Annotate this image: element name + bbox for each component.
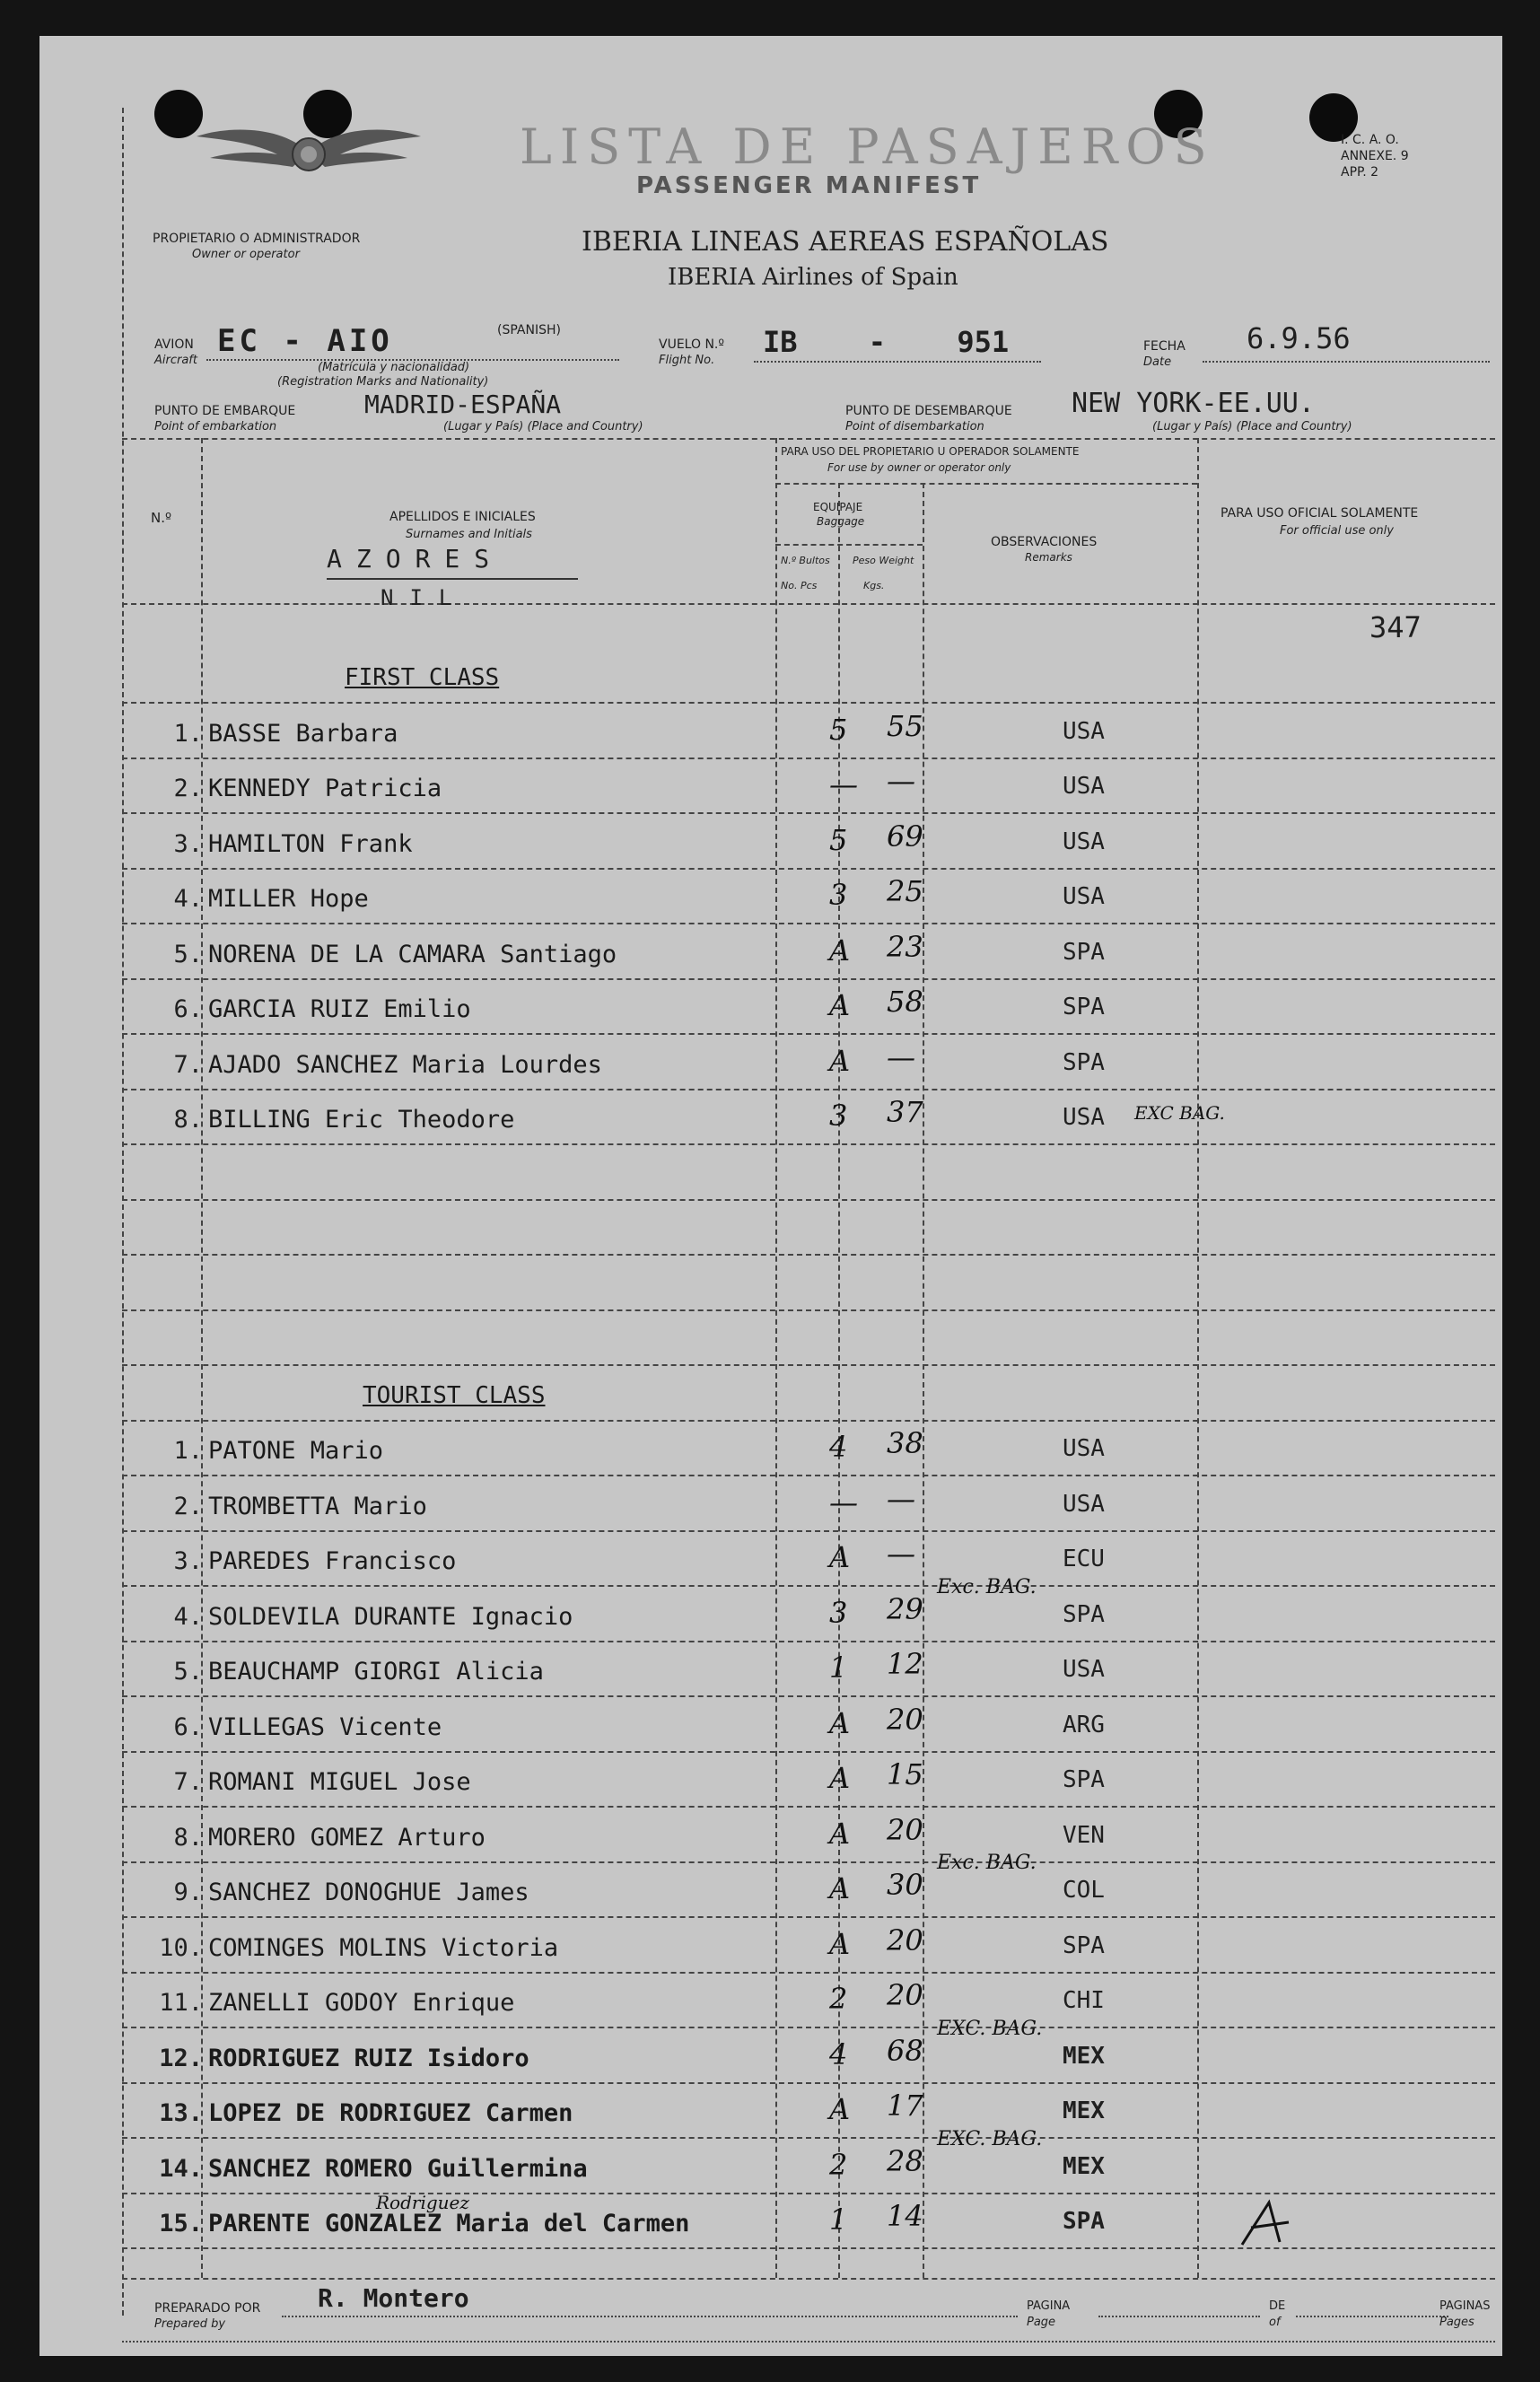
- pages-label: PAGINAS: [1439, 2299, 1491, 2313]
- baggage-pieces: A: [829, 1043, 851, 1078]
- nationality: SPA: [1063, 938, 1105, 966]
- passenger-name: RODRIGUEZ RUIZ Isidoro: [208, 2044, 529, 2072]
- remark-note: EXC. BAG.: [937, 2017, 1043, 2040]
- icao-line-1: I. C. A. O.: [1341, 133, 1399, 147]
- nationality: MEX: [1063, 2152, 1105, 2180]
- passenger-name: COMINGES MOLINS Victoria: [208, 1933, 559, 1962]
- page-label: PAGINA: [1027, 2299, 1071, 2313]
- col-num-header: N.º: [151, 510, 172, 526]
- nationality: ECU: [1063, 1546, 1105, 1572]
- col-pcs-header-en: No. Pcs: [781, 580, 818, 591]
- nationality: VEN: [1063, 1821, 1105, 1849]
- aircraft-label-en: Aircraft: [154, 354, 197, 367]
- row-number: 3.: [173, 829, 203, 858]
- passenger-name: MORERO GOMEZ Arturo: [208, 1823, 486, 1852]
- nationality: SPA: [1063, 994, 1105, 1020]
- row-line: [122, 758, 1495, 759]
- baggage-pieces: 4: [829, 2036, 848, 2071]
- baggage-weight: 69: [887, 819, 923, 854]
- baggage-pieces: A: [829, 1540, 851, 1574]
- col-kg-header-en: Kgs.: [863, 580, 885, 591]
- official-number: 347: [1369, 610, 1422, 644]
- of-label: DE: [1269, 2299, 1286, 2313]
- baggage-weight: 30: [887, 1868, 923, 1902]
- row-number: 9.: [173, 1878, 203, 1906]
- baggage-weight: 55: [887, 708, 923, 743]
- row-number: 8.: [173, 1106, 203, 1134]
- baggage-pieces: A: [829, 1926, 851, 1961]
- remark-note: Exc. BAG.: [937, 1852, 1037, 1874]
- passenger-name: LOPEZ DE RODRIGUEZ Carmen: [208, 2099, 573, 2127]
- date-label: FECHA: [1143, 339, 1186, 354]
- handwritten-correction: Rodriguez: [376, 2192, 469, 2213]
- passenger-name: TROMBETTA Mario: [208, 1492, 427, 1520]
- page-subtitle: PASSENGER MANIFEST: [636, 172, 982, 199]
- row-line: [122, 2137, 1495, 2139]
- registration-label: (Matrícula y nacionalidad): [318, 361, 470, 374]
- row-line: [122, 1751, 1495, 1753]
- row-line: [122, 923, 1495, 924]
- prepared-by-label-en: Prepared by: [154, 2317, 226, 2331]
- date-value: 6.9.56: [1247, 321, 1351, 355]
- nationality: CHI: [1063, 1987, 1105, 2014]
- col-official-header: PARA USO OFICIAL SOLAMENTE: [1221, 506, 1419, 521]
- manifest-sheet: [39, 36, 1502, 2356]
- passenger-name: BEAUCHAMP GIORGI Alicia: [208, 1658, 544, 1686]
- baggage-weight: 17: [887, 2089, 923, 2123]
- row-line: [122, 1585, 1495, 1587]
- tourist-class-label: TOURIST CLASS: [363, 1381, 546, 1409]
- row-line: [122, 1475, 1495, 1476]
- route-note-underline: [327, 578, 578, 580]
- baggage-weight: 20: [887, 1922, 923, 1957]
- baggage-pieces: A: [829, 988, 851, 1022]
- row-number: 1.: [173, 719, 203, 748]
- row-line: [122, 1695, 1495, 1697]
- col-owner-use-header: PARA USO DEL PROPIETARIO U OPERADOR SOLAMENTE: [781, 445, 1080, 458]
- baggage-weight: 28: [887, 2143, 923, 2178]
- row-number: 8.: [173, 1823, 203, 1852]
- icao-line-2: ANNEXE. 9: [1341, 149, 1409, 163]
- prepared-by-label: PREPARADO POR: [154, 2301, 261, 2316]
- baggage-weight: 20: [887, 1812, 923, 1847]
- nationality: SPA: [1063, 1600, 1105, 1628]
- col-pcs-header: N.º Bultos: [781, 555, 830, 566]
- of-underline: [1296, 2316, 1448, 2317]
- baggage-pieces: A: [829, 1761, 851, 1795]
- disembarkation-label-en: Point of disembarkation: [845, 420, 984, 433]
- icao-line-3: APP. 2: [1341, 165, 1379, 180]
- row-line: [122, 1420, 1495, 1422]
- empty-row-line: [122, 1254, 1495, 1256]
- baggage-pieces: —: [829, 1484, 858, 1519]
- baggage-pieces: A: [829, 1816, 851, 1851]
- row-number: 5.: [173, 1658, 203, 1686]
- date-label-en: Date: [1143, 355, 1172, 369]
- airline-wings-logo: [192, 117, 425, 188]
- baggage-pieces: A: [829, 1871, 851, 1905]
- row-line: [122, 2027, 1495, 2028]
- baggage-weight: 20: [887, 1978, 923, 2012]
- baggage-weight: —: [887, 1537, 915, 1571]
- baggage-pieces: A: [829, 1705, 851, 1740]
- nationality: USA: [1063, 1490, 1105, 1518]
- row-line: [122, 1806, 1495, 1808]
- nationality: MEX: [1063, 2042, 1105, 2070]
- embarkation-label-en: Point of embarkation: [154, 420, 277, 433]
- baggage-pieces: 2: [829, 2147, 848, 2182]
- row-line: [122, 978, 1495, 980]
- flight-label: VUELO N.º: [659, 337, 724, 352]
- row-number: 13.: [159, 2099, 203, 2127]
- row-line: [122, 702, 1495, 704]
- nationality: SPA: [1063, 2208, 1105, 2235]
- aircraft-value: EC - AIO: [217, 323, 393, 359]
- baggage-weight: —: [887, 764, 915, 798]
- remark-note: Exc. BAG.: [937, 1575, 1037, 1598]
- nationality: USA: [1063, 1435, 1105, 1462]
- col-official-header-en: For official use only: [1280, 524, 1394, 538]
- flight-underline: [754, 361, 1041, 363]
- baggage-pieces: 2: [829, 1982, 848, 2016]
- baggage-weight: —: [887, 1481, 915, 1516]
- row-number: 2.: [173, 775, 203, 802]
- baggage-sub-line: [775, 544, 923, 546]
- prepared-by-underline: [282, 2316, 1018, 2317]
- flight-value: IB - 951: [763, 325, 1010, 359]
- passenger-name: SANCHEZ ROMERO Guillermina: [208, 2154, 588, 2183]
- row-number: 5.: [173, 940, 203, 968]
- embarkation-label: PUNTO DE EMBARQUE: [154, 404, 296, 418]
- baggage-pieces: —: [829, 767, 858, 801]
- row-number: 11.: [159, 1989, 203, 2017]
- handwritten-initial-a: [1233, 2195, 1305, 2249]
- airline-name: IBERIA LINEAS AEREAS ESPAÑOLAS: [582, 226, 1109, 258]
- row-number: 2.: [173, 1492, 203, 1520]
- baggage-pieces: 4: [829, 1430, 848, 1464]
- registration-label-en: (Registration Marks and Nationality): [277, 375, 489, 389]
- col-remarks-header-en: Remarks: [1025, 551, 1072, 564]
- passenger-name: AJADO SANCHEZ Maria Lourdes: [208, 1050, 602, 1079]
- nationality: ARG: [1063, 1711, 1105, 1738]
- nationality: USA: [1063, 1656, 1105, 1683]
- nationality: USA: [1063, 717, 1105, 745]
- col-name-header-en: Surnames and Initials: [406, 528, 532, 541]
- disembarkation-value: NEW YORK-EE.UU.: [1072, 388, 1315, 419]
- row-number: 3.: [173, 1547, 203, 1575]
- row-line: [122, 2193, 1495, 2194]
- embarkation-sub: (Lugar y País) (Place and Country): [443, 420, 643, 433]
- row-number: 7.: [173, 1768, 203, 1796]
- date-underline: [1203, 361, 1490, 363]
- table-top-line: [122, 438, 1495, 440]
- baggage-weight: 23: [887, 929, 923, 964]
- baggage-weight: 25: [887, 874, 923, 908]
- baggage-weight: 37: [887, 1095, 923, 1129]
- nationality: USA: [1063, 828, 1105, 855]
- row-line: [122, 812, 1495, 814]
- row-number: 4.: [173, 1602, 203, 1631]
- baggage-pieces: 1: [829, 1651, 848, 1685]
- baggage-weight: 58: [887, 985, 923, 1019]
- baggage-weight: 20: [887, 1702, 923, 1737]
- owner-label-en: Owner or operator: [192, 248, 300, 261]
- aircraft-label: AVION: [154, 337, 194, 352]
- row-line: [122, 1530, 1495, 1532]
- row-number: 4.: [173, 885, 203, 913]
- passenger-name: PARENTE GONZALEZ Maria del Carmen: [208, 2210, 690, 2238]
- col-kg-header: Peso Weight: [853, 555, 914, 566]
- row-number: 15.: [159, 2210, 203, 2238]
- passenger-name: HAMILTON Frank: [208, 829, 413, 858]
- passenger-name: PATONE Mario: [208, 1437, 384, 1465]
- of-label-en: of: [1269, 2316, 1281, 2329]
- baggage-weight: 12: [887, 1647, 923, 1681]
- row-number: 10.: [159, 1933, 203, 1962]
- baggage-pieces: 3: [829, 878, 848, 912]
- row-number: 14.: [159, 2154, 203, 2183]
- passenger-name: GARCIA RUIZ Emilio: [208, 995, 471, 1023]
- passenger-name: PAREDES Francisco: [208, 1547, 457, 1575]
- pages-label-en: Pages: [1439, 2316, 1474, 2329]
- baggage-pieces: 3: [829, 1099, 848, 1133]
- passenger-name: BILLING Eric Theodore: [208, 1106, 515, 1134]
- baggage-pieces: 5: [829, 712, 848, 747]
- flight-label-en: Flight No.: [659, 354, 715, 367]
- passenger-name: SOLDEVILA DURANTE Ignacio: [208, 1602, 573, 1631]
- row-line: [122, 1089, 1495, 1090]
- col-baggage-header: EQUIPAJE: [813, 501, 863, 513]
- baggage-weight: 15: [887, 1757, 923, 1791]
- baggage-pieces: 1: [829, 2202, 848, 2237]
- remark-note: EXC BAG.: [1134, 1102, 1225, 1124]
- passenger-name: NORENA DE LA CAMARA Santiago: [208, 940, 617, 968]
- baggage-weight: —: [887, 1039, 915, 1074]
- passenger-name: VILLEGAS Vicente: [208, 1712, 442, 1741]
- footer-bottom-line: [122, 2341, 1495, 2343]
- empty-row-line: [122, 1309, 1495, 1311]
- row-number: 7.: [173, 1050, 203, 1079]
- col-baggage-header-en: Baggage: [817, 515, 865, 528]
- baggage-weight: 68: [887, 2033, 923, 2068]
- baggage-weight: 29: [887, 1591, 923, 1626]
- nationality: SPA: [1063, 1048, 1105, 1076]
- row-number: 12.: [159, 2044, 203, 2072]
- route-note: AZORES: [327, 544, 504, 574]
- page-underline: [1098, 2316, 1260, 2317]
- baggage-pieces: A: [829, 933, 851, 968]
- prepared-by-value: R. Montero: [318, 2283, 469, 2313]
- row-number: 6.: [173, 995, 203, 1023]
- remark-note: EXC. BAG.: [937, 2127, 1043, 2150]
- baggage-weight: 38: [887, 1426, 923, 1460]
- airline-name-en: IBERIA Airlines of Spain: [668, 264, 958, 291]
- passenger-name: MILLER Hope: [208, 885, 369, 913]
- row-line: [122, 1641, 1495, 1642]
- nationality: USA: [1063, 1104, 1105, 1131]
- nationality: COL: [1063, 1877, 1105, 1904]
- row-number: 6.: [173, 1712, 203, 1741]
- page-label-en: Page: [1027, 2316, 1056, 2329]
- row-line: [122, 868, 1495, 870]
- row-line: [122, 1916, 1495, 1918]
- row-line: [122, 2082, 1495, 2084]
- row-line: [122, 1861, 1495, 1863]
- embarkation-value: MADRID-ESPAÑA: [364, 390, 562, 419]
- page-title: LISTA DE PASAJEROS: [520, 118, 1215, 175]
- nationality: SPA: [1063, 1766, 1105, 1793]
- footer-top-line: [122, 2278, 1495, 2280]
- nationality: USA: [1063, 883, 1105, 910]
- owner-label: PROPIETARIO O ADMINISTRADOR: [153, 232, 361, 246]
- baggage-pieces: 3: [829, 1595, 848, 1630]
- baggage-pieces: 5: [829, 822, 848, 857]
- route-note-nil: NIL: [381, 585, 468, 610]
- disembarkation-label: PUNTO DE DESEMBARQUE: [845, 404, 1012, 418]
- nationality: MEX: [1063, 2097, 1105, 2124]
- passenger-name: ROMANI MIGUEL Jose: [208, 1768, 471, 1796]
- passenger-name: SANCHEZ DONOGHUE James: [208, 1878, 529, 1906]
- baggage-pieces: A: [829, 2092, 851, 2126]
- col-remarks-header: OBSERVACIONES: [991, 535, 1098, 549]
- col-divider-remarks: [1197, 438, 1199, 2278]
- passenger-name: BASSE Barbara: [208, 719, 398, 748]
- table-header-line: [122, 603, 1495, 605]
- col-name-header: APELLIDOS E INICIALES: [389, 510, 536, 524]
- col-divider-name: [775, 438, 777, 2278]
- passenger-name: ZANELLI GODOY Enrique: [208, 1989, 515, 2017]
- spanish-label: (SPANISH): [497, 323, 561, 337]
- nationality: USA: [1063, 773, 1105, 800]
- empty-row-line: [122, 1199, 1495, 1201]
- passenger-name: KENNEDY Patricia: [208, 775, 442, 802]
- first-class-label: FIRST CLASS: [345, 664, 500, 691]
- row-line: [122, 1033, 1495, 1035]
- baggage-weight: 14: [887, 2199, 923, 2233]
- col-owner-use-header-en: For use by owner or operator only: [827, 461, 1011, 474]
- disembarkation-sub: (Lugar y País) (Place and Country): [1152, 420, 1352, 433]
- row-number: 1.: [173, 1437, 203, 1465]
- row-line: [122, 1143, 1495, 1145]
- row-line: [122, 1972, 1495, 1974]
- nationality: SPA: [1063, 1931, 1105, 1959]
- empty-row-line: [122, 1364, 1495, 1366]
